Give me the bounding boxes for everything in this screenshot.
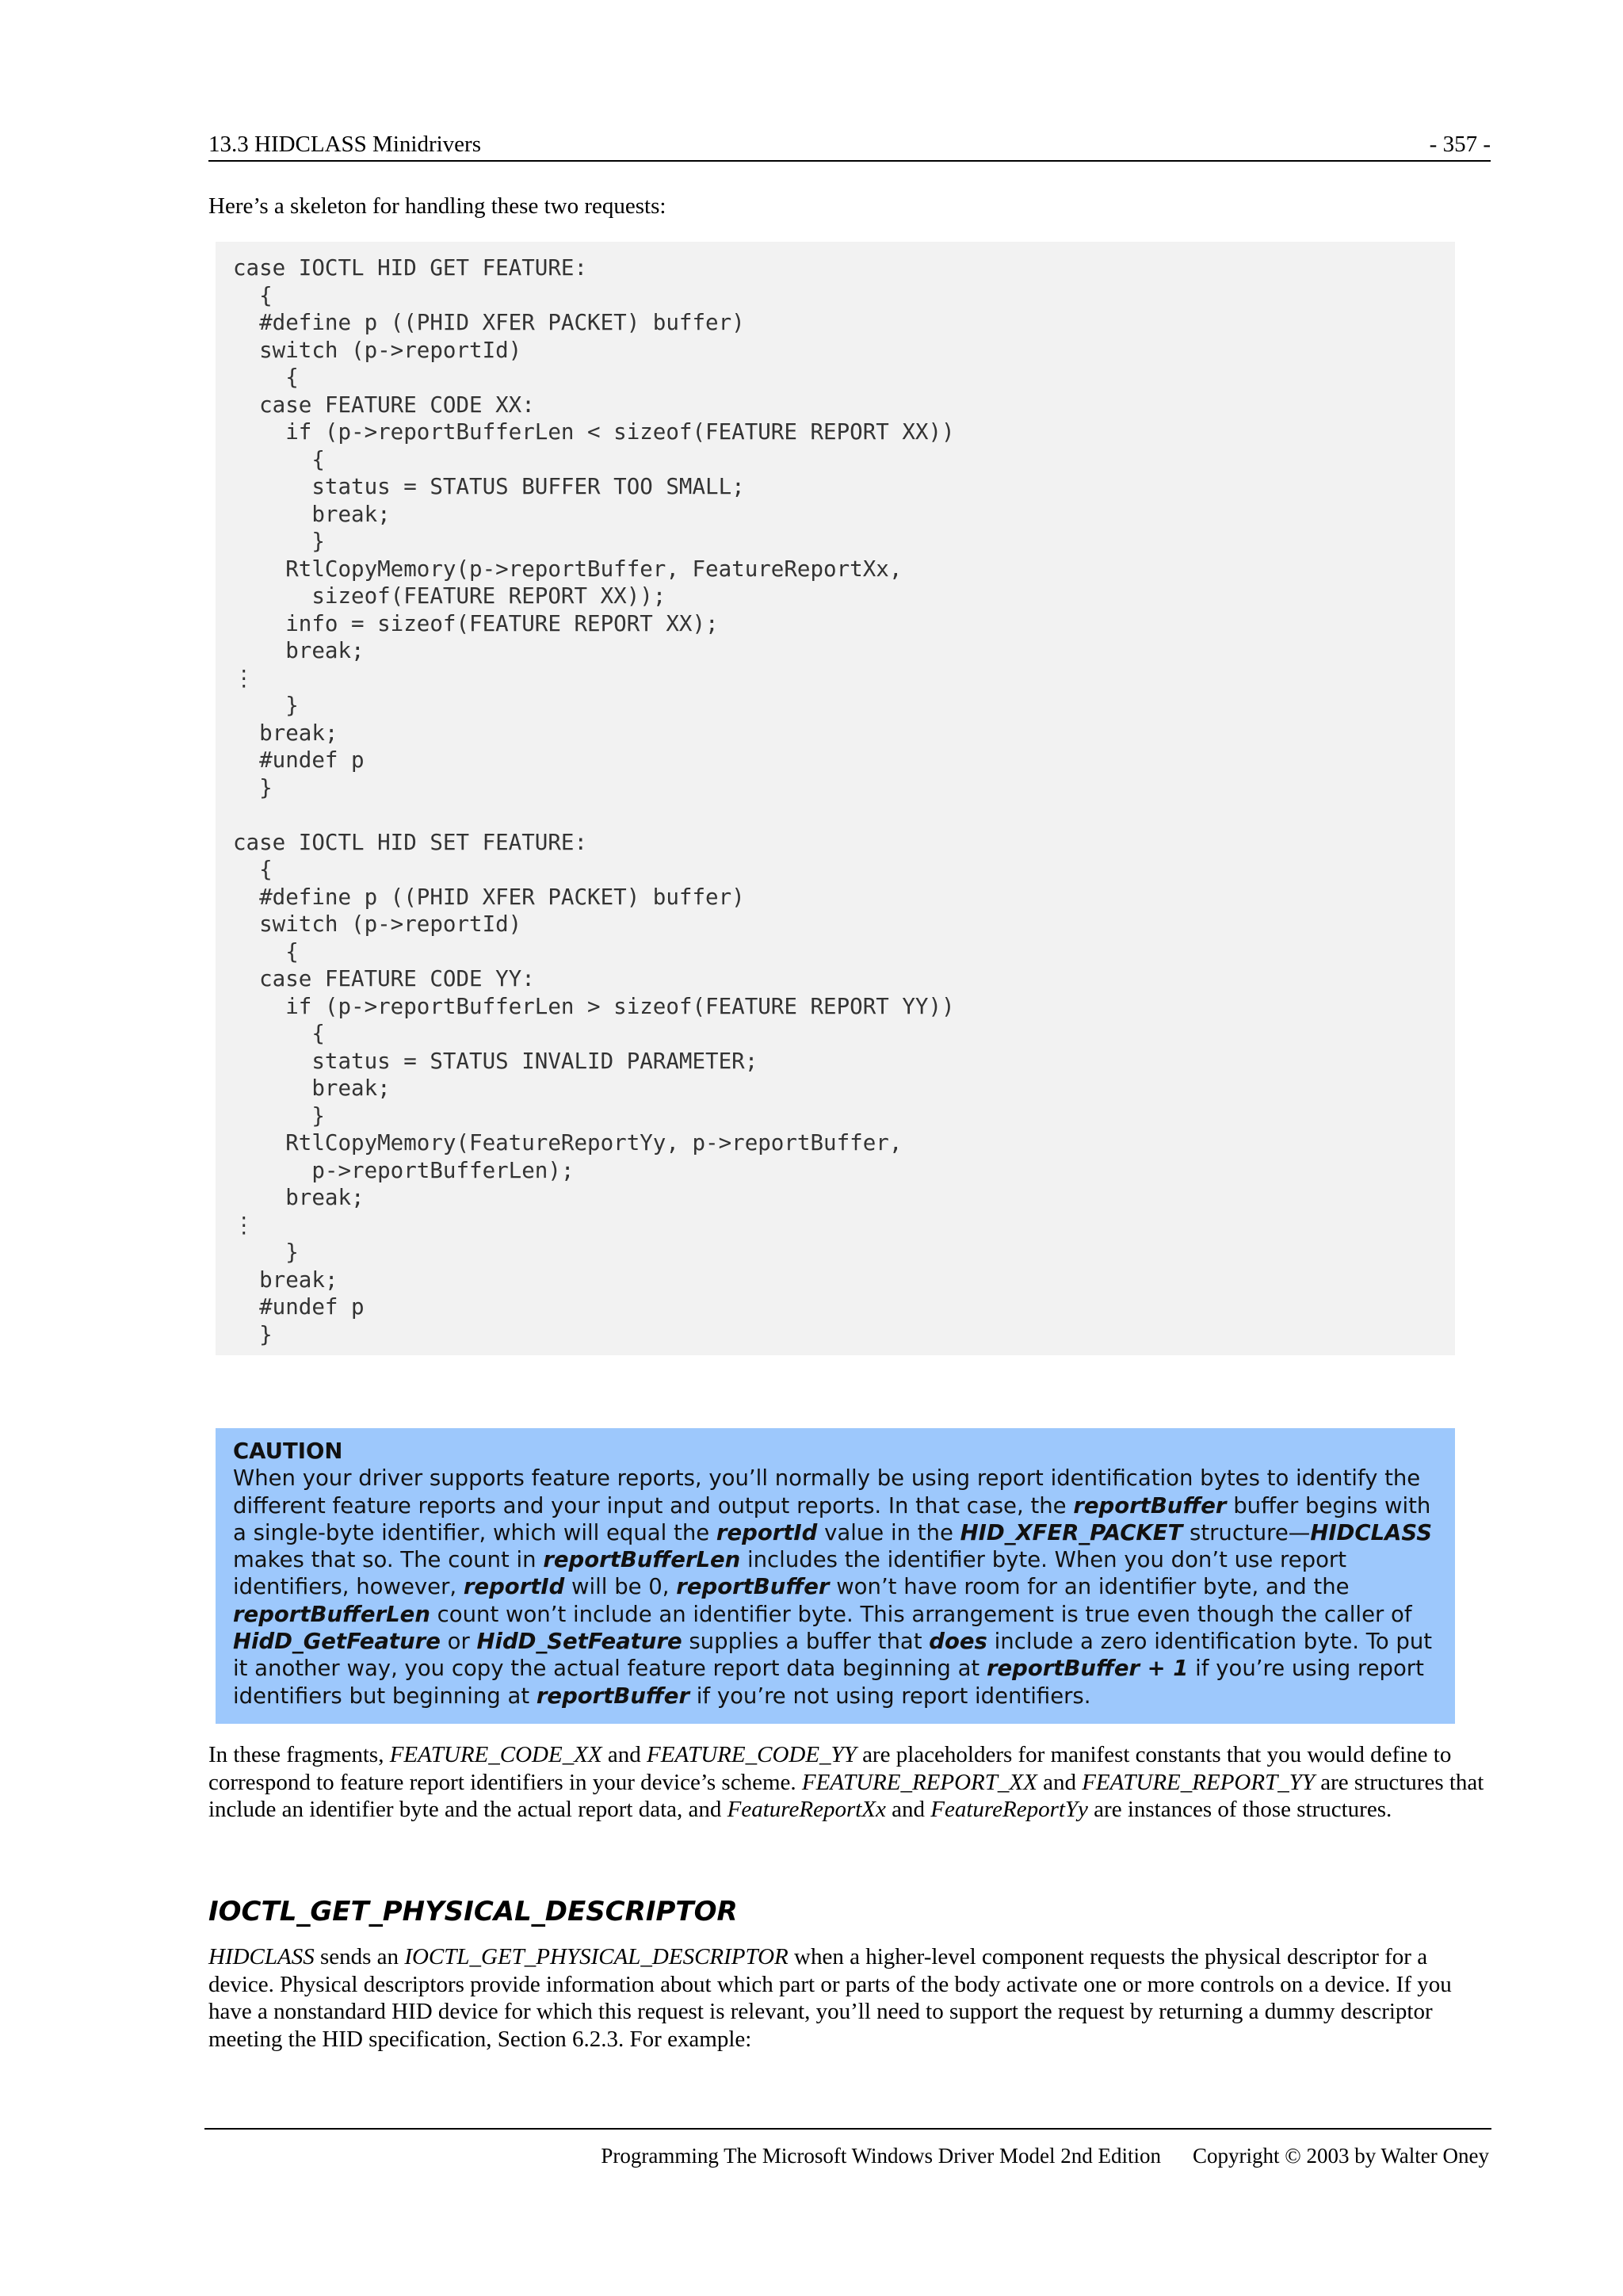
header-section-title: 13.3 HIDCLASS Minidrivers [208, 132, 481, 157]
section-heading: IOCTL_GET_PHYSICAL_DESCRIPTOR [208, 1896, 738, 1927]
page-footer [204, 2128, 1491, 2168]
running-header [208, 128, 1491, 162]
footer-copyright: Copyright © 2003 by Walter Oney [1192, 2144, 1489, 2168]
code-listing [216, 242, 1455, 1355]
caution-content [233, 1438, 1442, 1710]
footer-book-title: Programming The Microsoft Windows Driver Model 2nd Edition [601, 2144, 1161, 2168]
fragments-paragraph: In these fragments, FEATURE_CODE_XX and FEATURE_CODE_YY are placeholders for manifest constants that you would define to correspond to feature report identifiers in your device’s scheme. FEATURE_REPORT_XX and FEATURE_REPORT_YY are structures that include an identifier byte and the actual report data, and FeatureReportXx and FeatureReportYy are instances of those structures. [208, 1742, 1484, 1822]
physical-descriptor-paragraph: HIDCLASS sends an IOCTL_GET_PHYSICAL_DESCRIPTOR when a higher-level component requests the physical descriptor for a device. Physical descriptors provide information about which part or parts of the body activate one or more controls on a device. If you have a nonstandard HID device for which this request is relevant, you’ll need to support the request by returning a dummy descriptor meeting the HID specification, Section 6.2.3. For example: [208, 1944, 1452, 2052]
caution-text: When your driver supports feature reports, you’ll normally be using report identification bytes to identify the different feature reports and your input and output reports. In that case, the reportBuffer buffer begins with a single-byte identifier, which will equal the reportId value in the HID_XFER_PACKET structure—HIDCLASS makes that so. The count in reportBufferLen includes the identifier byte. When you don’t use report identifiers, however, reportId will be 0, reportBuffer won’t have room for an identifier byte, and the reportBufferLen count won’t include an identifier byte. This arrangement is true even though the caller of HidD_GetFeature or HidD_SetFeature supplies a buffer that does include a zero identification byte. To put it another way, you copy the actual feature report data beginning at reportBuffer + 1 if you’re using report identifiers but beginning at reportBuffer if you’re not using report identifiers. [233, 1465, 1433, 1709]
code-text: case IOCTL HID GET FEATURE: { #define p ((PHID XFER PACKET) buffer) switch (p->reportId) { case FEATURE CODE XX: if (p->reportBufferLen < sizeof(FEATURE REPORT XX)) { status = STATUS BUFFER TOO SMALL; break; } RtlCopyMemory(p->reportBuffer, FeatureReportXx, sizeof(FEATURE REPORT XX)); info = sizeof(FEATURE REPORT XX); break; ⋮ } break; #undef p } case IOCTL HID SET FEATURE: { #define p ((PHID XFER PACKET) buffer) switch (p->reportId) { case FEATURE CODE YY: if (p->reportBufferLen > sizeof(FEATURE REPORT YY)) { status = STATUS INVALID PARAMETER; break; } RtlCopyMemory(FeatureReportYy, p->reportBuffer, p->reportBufferLen); break; ⋮ } break; #undef p } [233, 255, 955, 1347]
intro-paragraph: Here’s a skeleton for handling these two requests: [208, 193, 666, 219]
caution-title: CAUTION [233, 1438, 343, 1464]
caution-box [216, 1428, 1455, 1724]
header-page-number: - 357 - [1429, 132, 1491, 157]
